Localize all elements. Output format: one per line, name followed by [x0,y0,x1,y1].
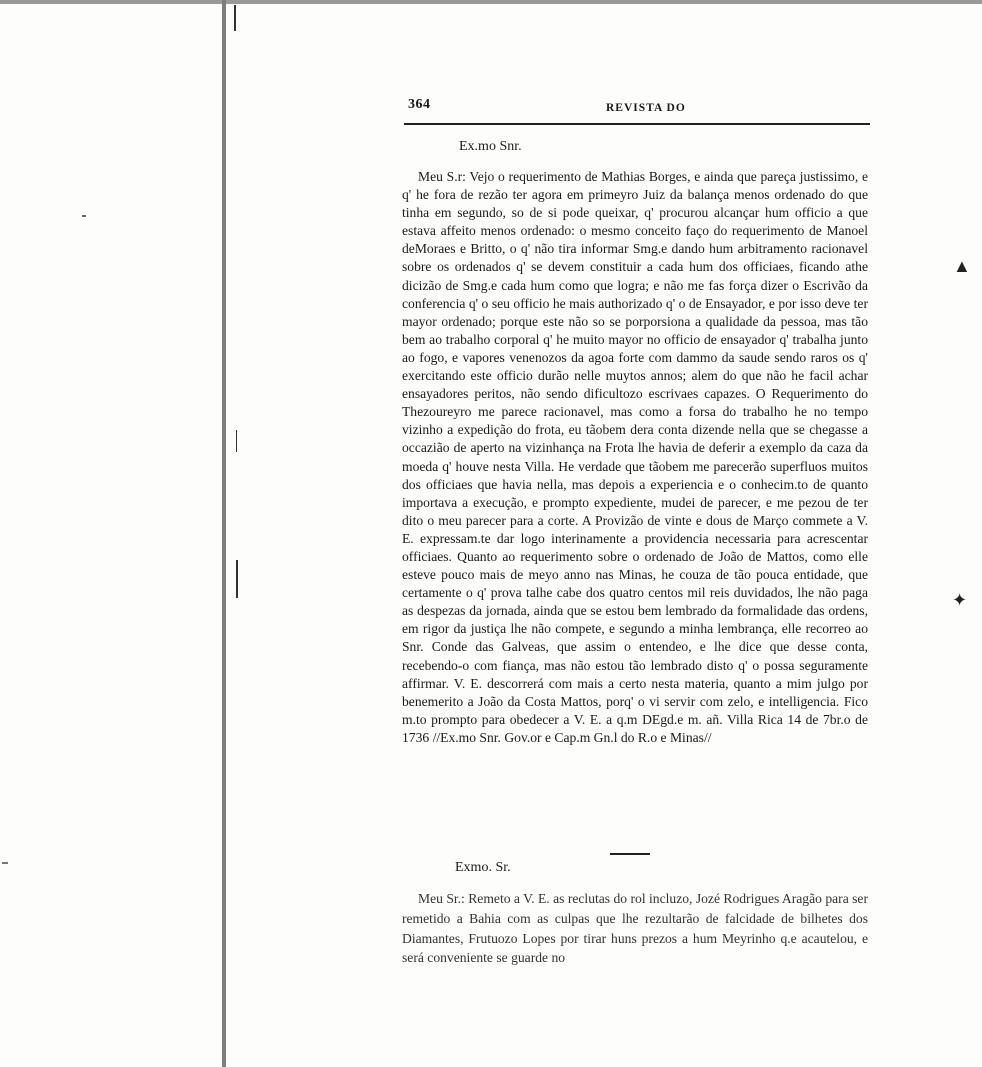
letter2-body: Meu Sr.: Remeto a V. E. as reclutas do rol incluzo, Jozé Rodrigues Aragão para ser remetido a Bahia com as culpas que lhe rezultarão de falcidade de bilhetes dos Diamantes, Frutuozo Lopes por tirar huns prezos a hum Meyrinho q.e acautelou, e será conveniente se guarde no [402,891,868,966]
letter1-salutation: Ex.mo Snr. [459,139,522,154]
paper-speck [82,215,86,217]
paper-speck [2,862,8,864]
letter1-body: Meu S.r: Vejo o requerimento de Mathias Borges, e ainda que pareça justissimo, e q' he fora de rezão ter agora em primeyro Juiz da balança menos ordenado do que tinha em segundo, so de si pode queixar, q' procurou alcançar hum officio a que estava affeito menos ordenado: o mesmo conceito faço do requerimento de Manoel deMoraes e Britto, o q' não tira informar Smg.e dando hum arbitramento racionavel sobre os ordenados q' se devem constituir a cada hum dos officiaes, ficando athe dicizão de Smg.e cada hum como que logra; e não me fas força dizer o Escrivão da conferencia q' o seu officio he mais authorizado q' o de Ensayador, e por isso deve ter mayor ordenado; porque este não so se porporsiona a qualidade da pessoa, mas tão bem ao trabalho corporal q' he muito mayor no officio de ensayador q' trabalha junto ao fogo, e vapores venenozos da agoa forte com dammo da saude sendo raros os q' exercitando este officio durão nelle muytos annos; alem do que não he facil achar ensayadores peritos, não sendo dificultozo escrivaes capazes. O Requerimento do Thezoureyro me parece racionavel, mas como a forsa do trabalho he no tempo vizinho a expedição do frota, eu tãobem dera conta dizende nella que se chegasse a occazião de aperto na vizinhança na Frota lhe havia de deferir a exemplo da caza da moeda q' houve nesta Villa. He verdade que tãobem me parecerão superfluos muitos dos officiaes que havia nella, mas depois a experiencia e o conhecim.to de quanto importava a execução, e prompto expediente, mudei de parecer, e me pezou de ter dito o meu parecer para a corte. A Provizão de vinte e dous de Março commete a V. E. expressam.te dar logo interinamente a providencia necessaria para acrescentar officiaes. Quanto ao requerimento sobre o ordenado de João de Mattos, como elle esteve pouco mais de meyo anno nas Minas, he couza de tão pouca entidade, que certamente o q' prova talhe cabe dos quatro centos mil reis duvidados, lhe não paga as despezas da jornada, ainda que se estou bem lembrado da formalidade das ordens, em rigor da justiça lhe não compete, e segundo a minha lembrança, elle recorreo ao Snr. Conde das Galveas, que assim o entendeo, e lhe dice que desse conta, recebendo-o com fiança, mas não estou tão lembrado disto q' o possa seguramente affirmar. V. E. descorrerá com mais a certo nesta materia, quanto a mim julgo por benemerito a João da Costa Mattos, porq' o vi servir com zelo, e intelligencia. Fico m.to prompto para obedecer a V. E. a q.m DEgd.e m. añ. Villa Rica 14 de 7br.o de 1736 //Ex.mo Snr. Gov.or e Cap.m Gn.l do R.o e Minas// [402,169,868,745]
margin-mark-star: ✦ [952,590,968,610]
binding-gutter-line [222,0,226,1067]
top-edge-rule [0,0,982,4]
page-number: 364 [408,97,431,112]
gutter-mark [236,430,237,452]
section-divider [610,853,650,855]
gutter-mark [236,560,238,598]
margin-mark-triangle: ▲ [953,256,971,276]
header-rule [404,123,870,125]
running-title: REVISTA DO [606,102,686,114]
letter2-salutation: Exmo. Sr. [455,860,511,875]
gutter-mark [234,5,236,31]
